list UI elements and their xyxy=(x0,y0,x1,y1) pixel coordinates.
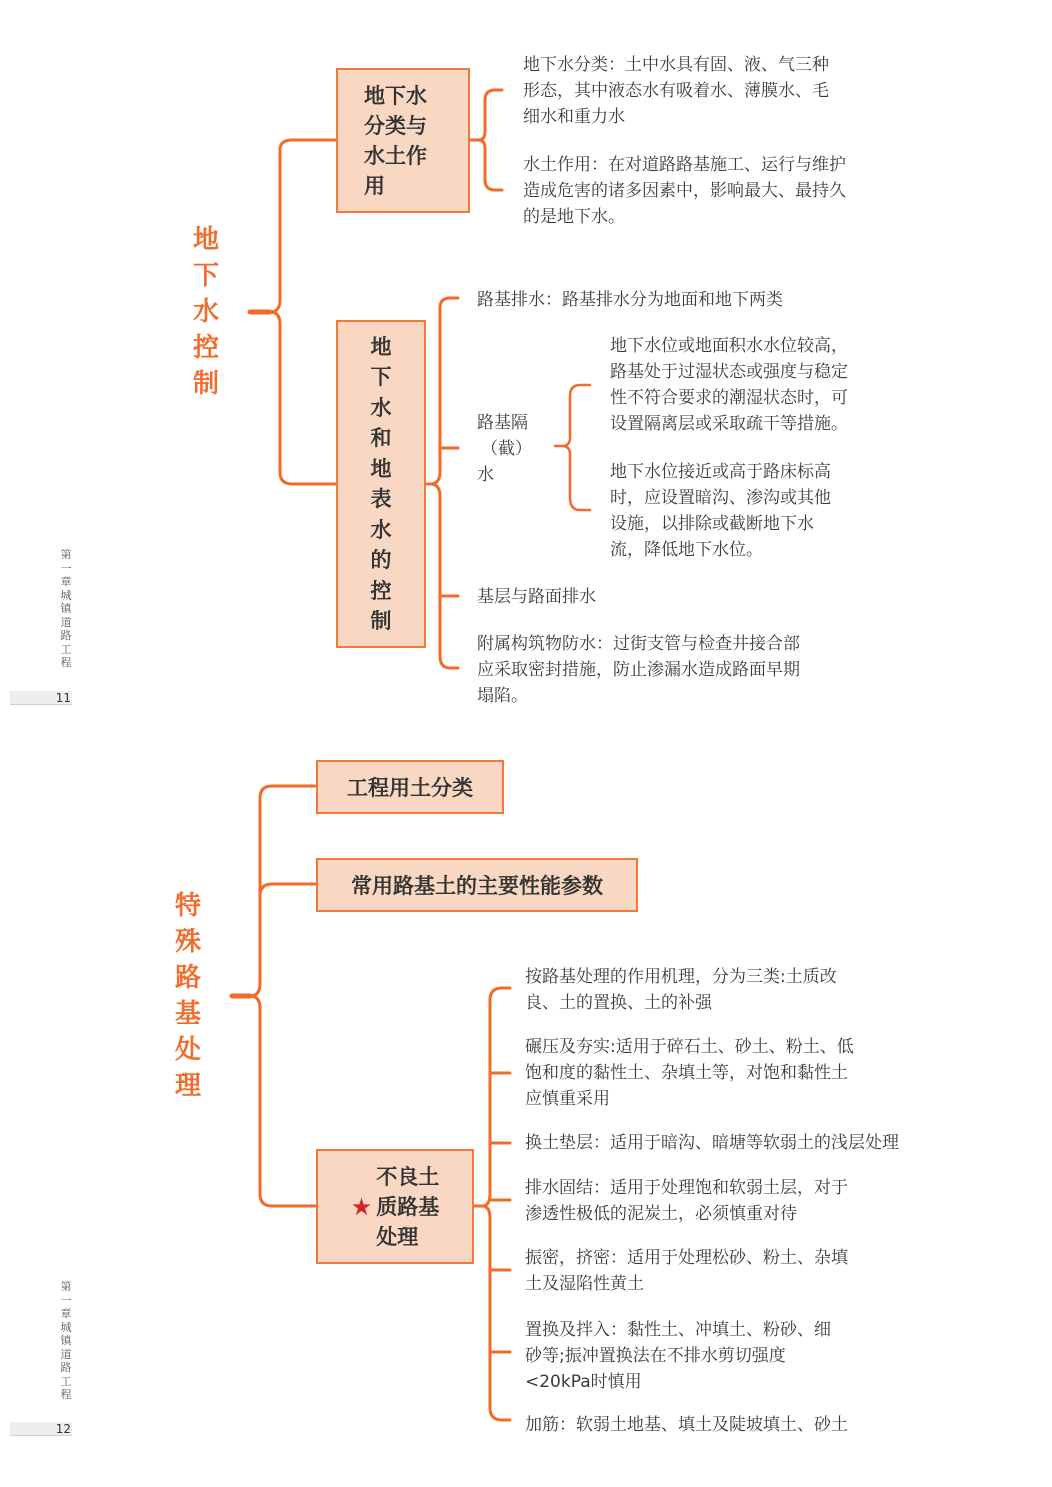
leaf-reinforcement: 加筋：软弱土地基、填土及陡坡填土、砂土 xyxy=(525,1415,848,1435)
leaf-treatment-mechanism: 按路基处理的作用机理，分为三类:土质改 良、土的置换、土的补强 xyxy=(525,967,837,1013)
root-topic-groundwater-control: 地下水控制 xyxy=(192,225,219,399)
branch-soil-classification: 工程用土分类 xyxy=(316,760,504,814)
star-icon: ★ xyxy=(350,1192,373,1221)
page-number: 11 xyxy=(10,691,72,705)
leaf-compaction: 碾压及夯实:适用于碎石土、砂土、粉土、低 饱和度的黏性土、杂填土等，对饱和黏性土 应慎重采用 xyxy=(525,1037,854,1109)
leaf-ancillary-waterproofing: 附属构筑物防水：过街支管与检查井接合部 应采取密封措施，防止渗漏水造成路面早期 塌陷。 xyxy=(477,634,800,706)
branch-groundwater-surface-water-control: 地 下 水 和 地 表 水 的 控 制 xyxy=(336,320,426,648)
root-topic-special-subgrade: 特殊路基处理 xyxy=(174,891,201,1101)
leaf-subgrade-drainage: 路基排水：路基排水分为地面和地下两类 xyxy=(477,290,783,310)
branch-bad-soil-treatment: ★ 不良土 质路基 处理 xyxy=(316,1149,474,1264)
leaf-vibro-compaction: 振密，挤密：适用于处理松砂、粉土、杂填 土及湿陷性黄土 xyxy=(525,1248,848,1294)
page-number: 12 xyxy=(10,1422,72,1436)
leaf-drainage-consolidation: 排水固结：适用于处理饱和软弱土层，对于 渗透性极低的泥炭土，必须慎重对待 xyxy=(525,1178,848,1224)
leaf-replacement-cushion: 换土垫层：适用于暗沟、暗塘等软弱土的浅层处理 xyxy=(525,1133,899,1153)
branch-groundwater-classification: 地下水 分类与 水土作 用 xyxy=(336,68,470,213)
leaf-cutoff-near-subgrade: 地下水位接近或高于路床标高 时，应设置暗沟、渗沟或其他 设施，以排除或截断地下水 流，降低地下水位。 xyxy=(610,462,831,560)
leaf-cutoff-high-water: 地下水位或地面积水水位较高， 路基处于过湿状态或强度与稳定 性不符合要求的潮湿状态时，可 设置隔离层或采取疏干等措施。 xyxy=(610,336,848,434)
leaf-base-pavement-drainage: 基层与路面排水 xyxy=(477,587,596,607)
leaf-replacement-mixing: 置换及拌入：黏性土、冲填土、粉砂、细 砂等;振冲置换法在不排水剪切强度 <20kPa时慎用 xyxy=(525,1320,831,1392)
leaf-groundwater-classification: 地下水分类：土中水具有固、液、气三种 形态，其中液态水有吸着水、薄膜水、毛 细水和重力水 xyxy=(523,55,829,127)
chapter-side-label: 第 一 章 城 镇 道 路 工 程 xyxy=(60,548,72,669)
branch-soil-parameters: 常用路基土的主要性能参数 xyxy=(316,858,638,912)
leaf-water-soil-interaction: 水土作用：在对道路路基施工、运行与维护 造成危害的诸多因素中，影响最大、最持久 的是地下水。 xyxy=(523,155,846,227)
chapter-side-label: 第 一 章 城 镇 道 路 工 程 xyxy=(60,1280,72,1401)
leaf-subgrade-cutoff-water: 路基隔 （截） 水 xyxy=(477,413,532,485)
